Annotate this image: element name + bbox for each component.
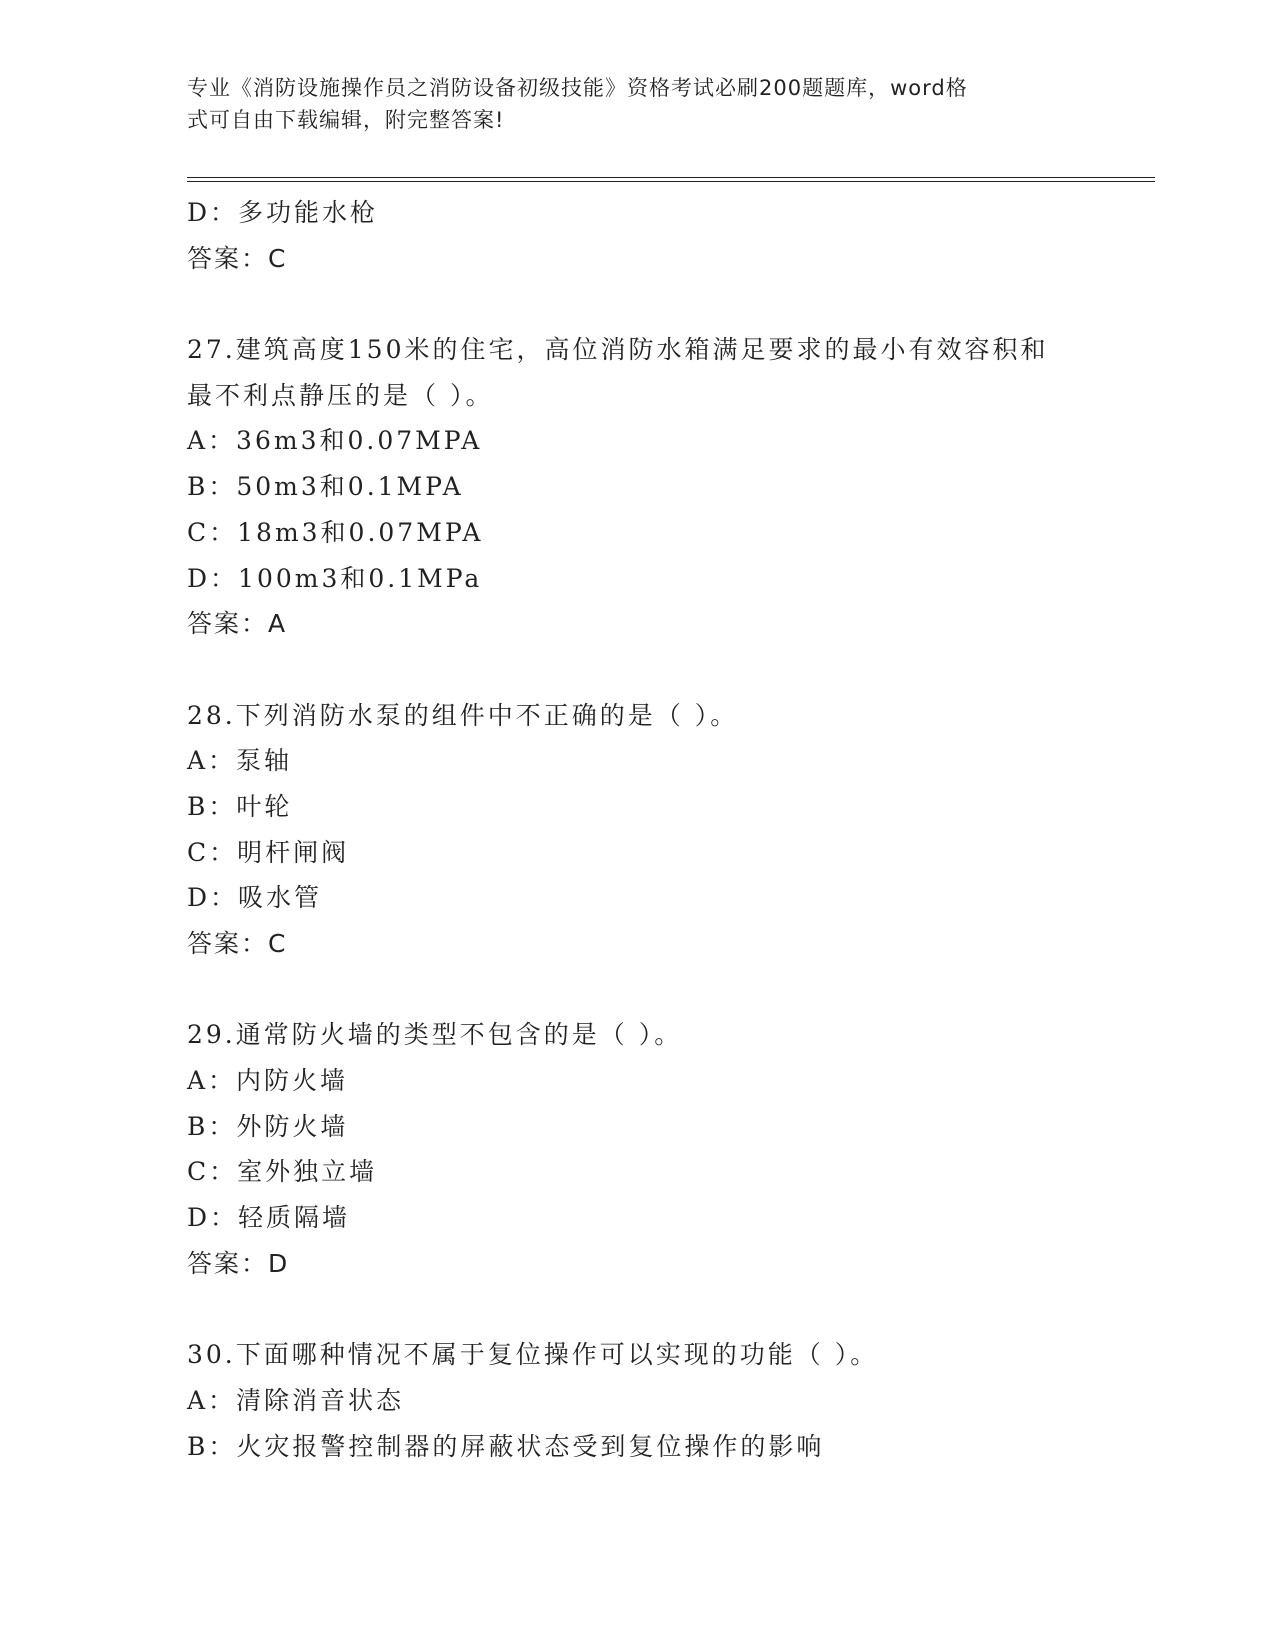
question-29-option-d: D：轻质隔墙 [187,1203,351,1233]
question-27-text-line-1: 27.建筑高度150米的住宅，高位消防水箱满足要求的最小有效容积和 [187,335,1049,365]
document-header [187,72,1067,136]
question-28-option-b: B：叶轮 [187,791,293,821]
question-28-answer: 答案：C [187,929,288,958]
header-line-2: 式可自由下载编辑，附完整答案! [187,108,505,132]
header-rule-bottom [187,181,1155,182]
spacer [187,647,1087,693]
question-29-option-c: C：室外独立墙 [187,1157,378,1187]
question-27-option-a: A：36m3和0.07MPA [187,426,483,456]
question-27-option-c: C：18m3和0.07MPA [187,517,484,547]
question-29-option-a: A：内防火墙 [187,1066,349,1096]
question-29-answer: 答案：D [187,1248,290,1278]
question-29-text-line-1: 29.通常防火墙的类型不包含的是（ ）。 [187,1020,683,1050]
spacer [187,1287,1087,1333]
question-content [187,190,1087,1469]
question-30-option-b: B：火灾报警控制器的屏蔽状态受到复位操作的影响 [187,1431,825,1461]
prev-question-option-d: D：多功能水枪 [187,198,379,227]
question-27 [187,327,1087,647]
question-28-text-line-1: 28.下列消防水泵的组件中不正确的是（ ）。 [187,700,739,730]
question-27-text-line-2: 最不利点静压的是（ ）。 [187,380,494,410]
question-30-text-line-1: 30.下面哪种情况不属于复位操作可以实现的功能（ ）。 [187,1340,879,1370]
question-27-option-d: D：100m3和0.1MPa [187,563,483,593]
spacer [187,281,1087,327]
question-27-option-b: B：50m3和0.1MPA [187,472,464,502]
question-30 [187,1332,1087,1469]
question-29 [187,1012,1087,1286]
prev-question-answer: 答案：C [187,243,288,273]
question-28-option-d: D：吸水管 [187,883,323,913]
question-28 [187,693,1087,967]
header-line-1: 专业《消防设施操作员之消防设备初级技能》资格考试必刷200题题库，word格 [187,76,968,100]
question-29-option-b: B：外防火墙 [187,1111,349,1141]
spacer [187,967,1087,1013]
header-rule-top [187,177,1155,178]
question-30-option-a: A：清除消音状态 [187,1385,405,1415]
question-28-option-c: C：明杆闸阀 [187,837,350,867]
question-28-option-a: A：泵轴 [187,746,293,776]
question-27-answer: 答案：A [187,609,288,639]
